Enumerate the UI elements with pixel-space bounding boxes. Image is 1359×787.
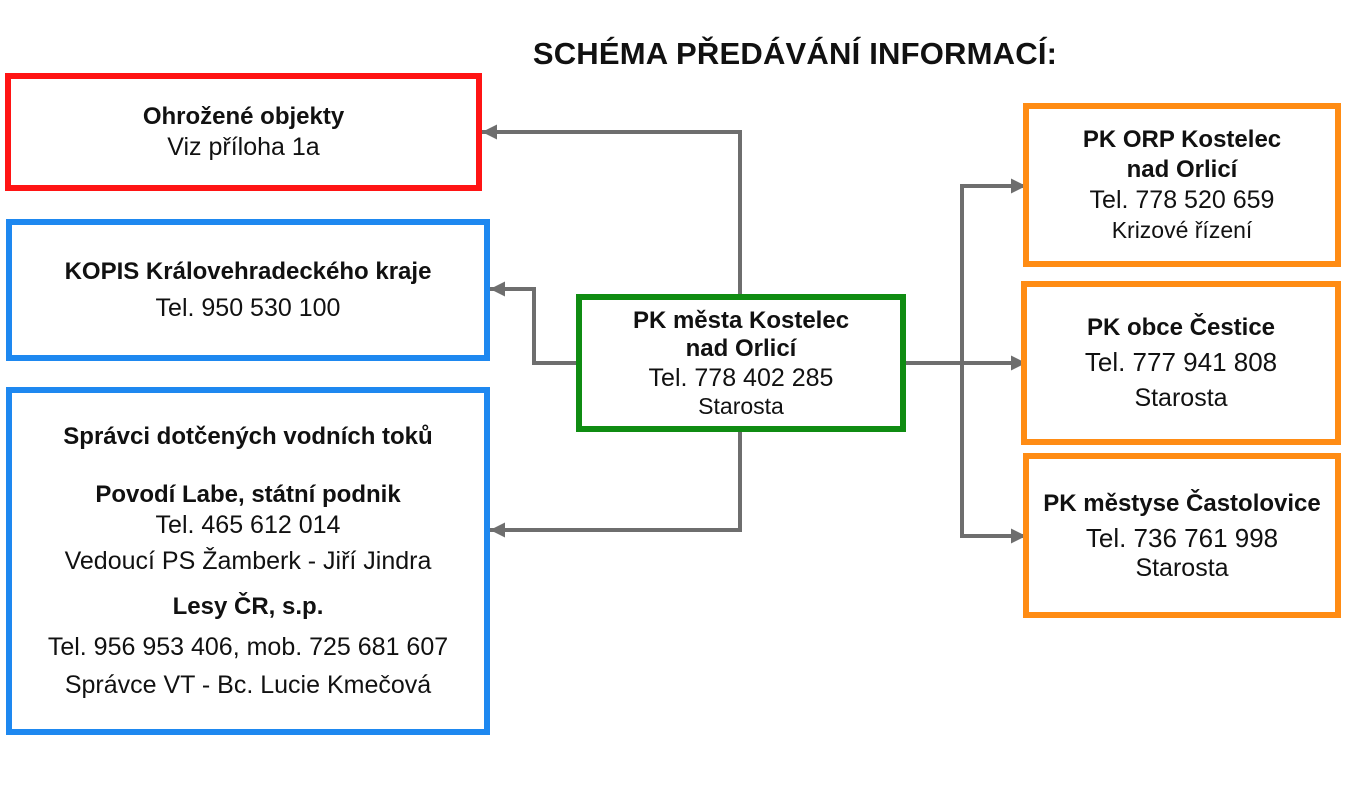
diagram-title: SCHÉMA PŘEDÁVÁNÍ INFORMACÍ: [532,36,1058,71]
threatened-objects-note: Viz příloha 1a [167,133,320,161]
povodi-labe-name: Povodí Labe, státní podnik [95,481,401,508]
castolovice-role: Starosta [1135,553,1229,582]
kopis-box [6,219,490,361]
orp-title-line1: PK ORP Kostelec [1082,126,1282,153]
center-box [576,294,906,432]
orp-role: Krizové řízení [1111,217,1253,243]
center-phone: Tel. 778 402 285 [648,364,834,392]
center-title-line2: nad Orlicí [685,335,797,362]
arrow-to-threatened-objects [482,132,740,296]
arrow-to-water-managers [490,430,740,530]
center-role: Starosta [698,393,784,419]
threatened-objects-title: Ohrožené objekty [142,103,345,130]
orp-box [1023,103,1341,267]
water-managers-heading: Správci dotčených vodních toků [63,423,433,450]
lesy-cr-name: Lesy ČR, s.p. [172,593,324,620]
threatened-objects-box [5,73,482,191]
lesy-cr-contact: Správce VT - Bc. Lucie Kmečová [64,671,432,699]
povodi-labe-contact: Vedoucí PS Žamberk - Jiří Jindra [64,547,432,575]
castolovice-box [1023,453,1341,618]
arrow-to-kopis [490,289,578,363]
cestice-phone: Tel. 777 941 808 [1084,347,1278,377]
orp-phone: Tel. 778 520 659 [1089,186,1275,214]
orp-title-line2: nad Orlicí [1126,156,1238,183]
kopis-phone: Tel. 950 530 100 [155,294,341,322]
povodi-labe-phone: Tel. 465 612 014 [155,511,341,539]
water-managers-box [6,387,490,735]
center-title-line1: PK města Kostelec [632,307,850,334]
cestice-title: PK obce Čestice [1086,314,1276,341]
kopis-title: KOPIS Královehradeckého kraje [64,258,432,285]
castolovice-title: PK městyse Častolovice [1043,489,1321,517]
castolovice-phone: Tel. 736 761 998 [1085,522,1279,553]
cestice-role: Starosta [1134,384,1228,412]
lesy-cr-phone: Tel. 956 953 406, mob. 725 681 607 [47,633,449,661]
cestice-box [1021,281,1341,445]
